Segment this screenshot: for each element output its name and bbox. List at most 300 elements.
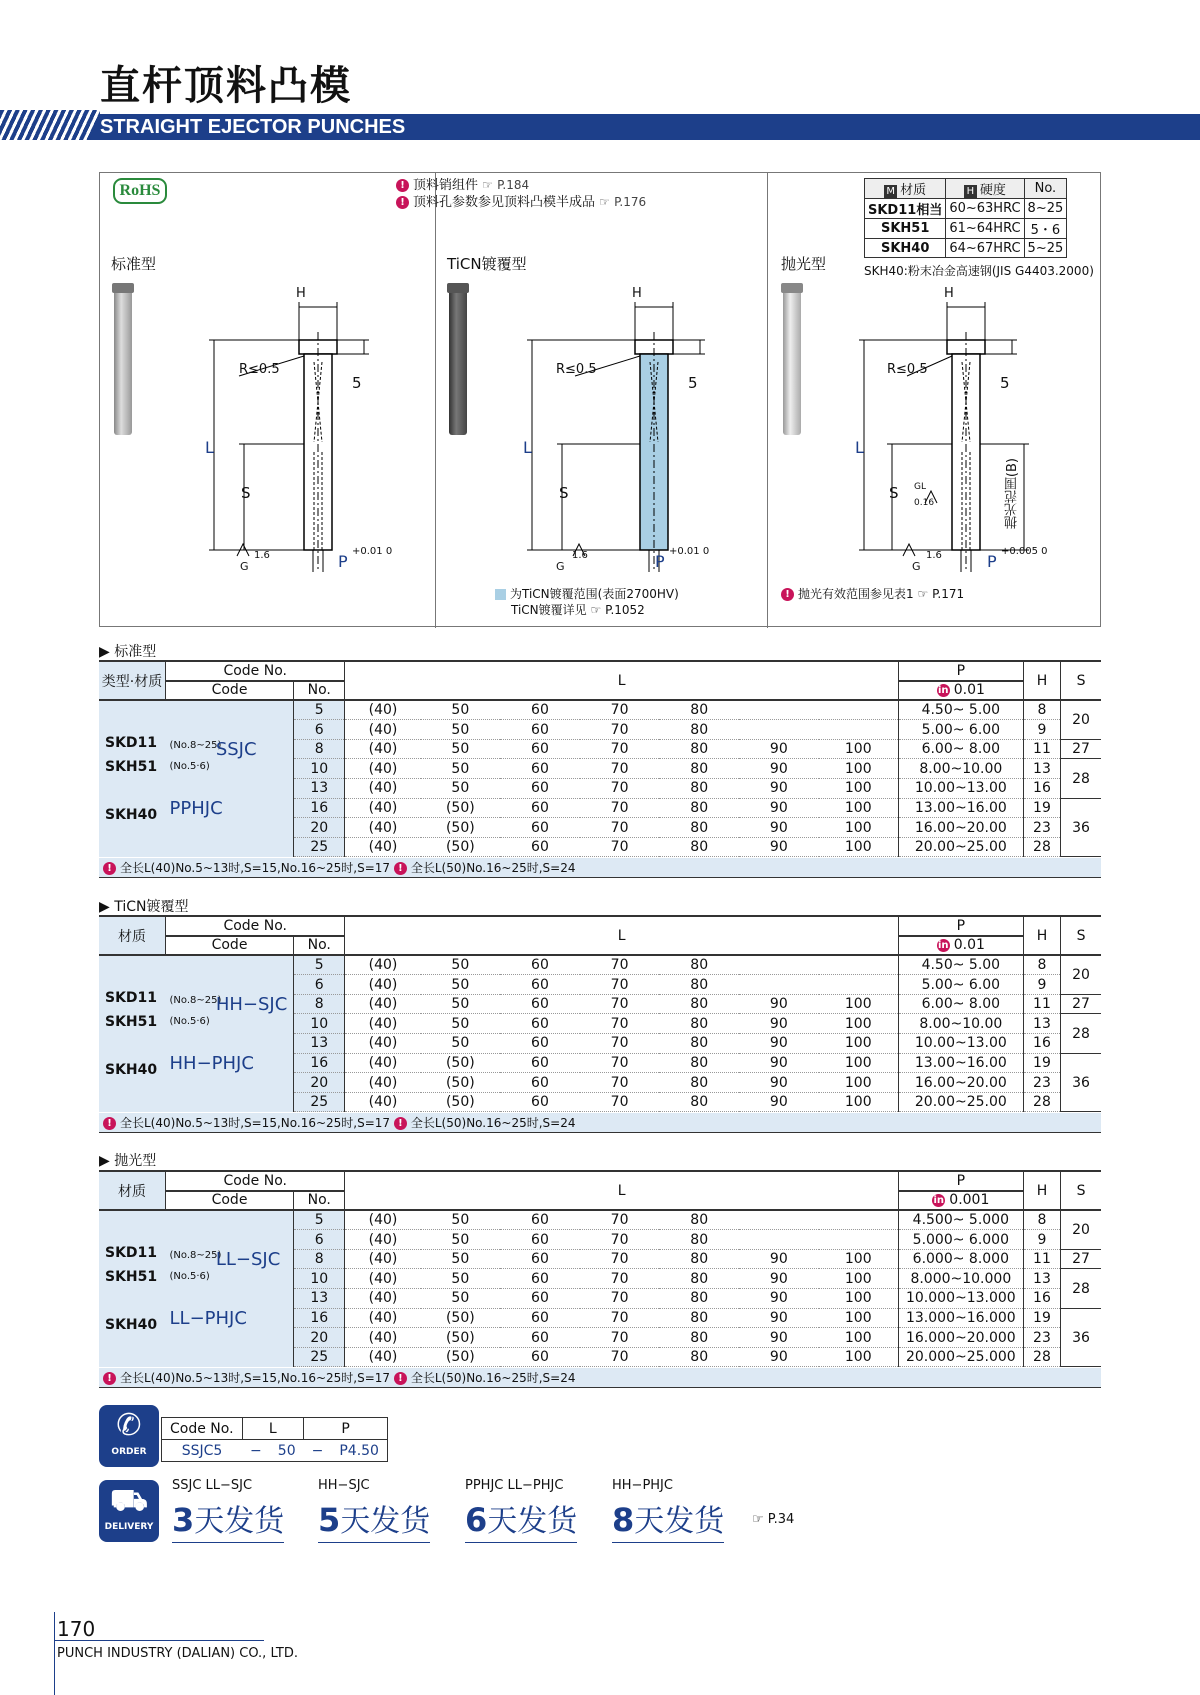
l-cell: 50 <box>421 1269 501 1289</box>
l-cell: 80 <box>659 1230 739 1250</box>
l-cell: 80 <box>659 1034 739 1054</box>
order-code-value: SSJC5 <box>162 1440 243 1462</box>
dim-p-standard: P <box>338 552 348 571</box>
no-cell: 20 <box>294 818 345 838</box>
l-cell: (40) <box>345 1328 421 1348</box>
code-name: HH−SJC <box>215 994 288 1016</box>
l-cell: 90 <box>739 759 819 779</box>
footnote-text: 全长L(40)No.5~13时,S=15,No.16~25时,S=17 <box>120 1116 391 1130</box>
code-note-text: (No.8~25) <box>169 1250 222 1262</box>
material-cell: SKH40 <box>865 239 946 258</box>
phone-icon: ✆ <box>116 1408 142 1443</box>
col-code-header: Code <box>166 1191 294 1211</box>
h-cell: 8 <box>1023 955 1060 975</box>
ticn-swatch <box>495 589 506 600</box>
dim-p-polished: P <box>987 552 997 571</box>
l-cell: 80 <box>659 1269 739 1289</box>
polish-note <box>781 586 964 603</box>
l-cell: 90 <box>739 1308 819 1328</box>
no-cell: 10 <box>294 1014 345 1034</box>
code-note <box>170 760 210 774</box>
h-cell: 8 <box>1023 700 1060 720</box>
dim-r-polished: R≤0.5 <box>887 362 928 377</box>
material-cell <box>99 700 166 857</box>
section-title <box>99 1150 156 1170</box>
l-cell: 70 <box>580 994 660 1014</box>
section-title <box>99 641 156 661</box>
l-cell: 50 <box>421 720 501 740</box>
dim-h-standard: H <box>296 286 306 301</box>
section-title-text: 标准型 <box>114 644 157 660</box>
col-codeno-header: Code No. <box>166 661 345 681</box>
tol-value: 0.01 <box>953 937 985 954</box>
no-cell: 5 <box>294 1210 345 1230</box>
l-cell: 60 <box>500 837 580 857</box>
material-footnote: SKH40:粉末冶金高速钢(JIS G4403.2000) <box>864 264 1094 278</box>
l-cell: 100 <box>819 837 899 857</box>
l-cell <box>739 975 819 995</box>
l-cell: 60 <box>500 720 580 740</box>
col-p-tol <box>898 1191 1023 1211</box>
polish-range-label: 抛光范围(B) <box>1005 458 1020 530</box>
l-cell: (40) <box>345 994 421 1014</box>
l-cell: (40) <box>345 700 421 720</box>
h-cell: 13 <box>1023 759 1060 779</box>
code-cell <box>166 955 294 1112</box>
h-cell: 28 <box>1023 837 1060 857</box>
l-cell: (40) <box>345 720 421 740</box>
l-cell <box>819 975 899 995</box>
delivery-num: 5 <box>318 1501 341 1539</box>
l-cell: 90 <box>739 1347 819 1367</box>
l-cell: 60 <box>500 798 580 818</box>
l-cell <box>739 1210 819 1230</box>
pointer-icon: ☞ <box>917 587 929 601</box>
delivery-text: 天发货 <box>194 1504 285 1539</box>
material: SKD11 <box>105 990 158 1007</box>
h-cell: 16 <box>1023 1034 1060 1054</box>
l-cell: 50 <box>421 955 501 975</box>
col-no-header: No. <box>294 681 345 701</box>
material: SKH51 <box>105 1014 158 1031</box>
dimension-drawings <box>99 172 1101 627</box>
delivery-days-3 <box>465 1496 577 1543</box>
l-cell: 90 <box>739 1269 819 1289</box>
footnote-text: 全长L(40)No.5~13时,S=15,No.16~25时,S=17 <box>120 1371 391 1385</box>
material-cell <box>99 1210 166 1367</box>
l-cell: 80 <box>659 1092 739 1112</box>
dim-g-polished: G <box>912 560 921 573</box>
l-cell: 100 <box>819 1347 899 1367</box>
dim-h-polished: H <box>944 286 954 301</box>
l-cell: 80 <box>659 779 739 799</box>
l-cell: 50 <box>421 975 501 995</box>
dim-p-ticn: P <box>655 552 665 571</box>
delivery-text: 天发货 <box>340 1504 431 1539</box>
l-cell: 90 <box>739 1034 819 1054</box>
l-cell <box>819 700 899 720</box>
h-cell: 16 <box>1023 1289 1060 1309</box>
l-cell: 80 <box>659 1289 739 1309</box>
l-cell: (50) <box>421 1308 501 1328</box>
code-cell <box>166 1210 294 1367</box>
l-cell: 90 <box>739 837 819 857</box>
l-cell: (50) <box>421 1053 501 1073</box>
l-cell: 80 <box>659 1210 739 1230</box>
p-range-cell: 10.00~13.00 <box>898 1034 1023 1054</box>
hardness-cell: 64~67HRC <box>946 239 1024 258</box>
warning-icon: ! <box>394 1372 407 1385</box>
no-cell: 13 <box>294 779 345 799</box>
l-cell: 60 <box>500 1210 580 1230</box>
col-type-header: 类型·材质 <box>99 661 166 700</box>
l-cell: 70 <box>580 1230 660 1250</box>
l-cell: 80 <box>659 1347 739 1367</box>
l-cell: 50 <box>421 1014 501 1034</box>
l-cell: 50 <box>421 700 501 720</box>
p-range-cell: 8.00~10.00 <box>898 1014 1023 1034</box>
s-cell: 27 <box>1061 994 1101 1014</box>
l-cell: 60 <box>500 1328 580 1348</box>
in-icon: in <box>933 1194 945 1206</box>
l-cell: 80 <box>659 1328 739 1348</box>
type-label-standard: 标准型 <box>111 255 157 273</box>
no-cell: 5 <box>294 700 345 720</box>
delivery-days-2 <box>318 1496 430 1543</box>
s-cell: 20 <box>1061 955 1101 994</box>
l-cell: 80 <box>659 1053 739 1073</box>
table-row <box>99 700 1101 720</box>
l-cell: 50 <box>421 1034 501 1054</box>
p-range-cell: 13.00~16.00 <box>898 1053 1023 1073</box>
table-footnote <box>99 1113 1101 1133</box>
delivery-num: 8 <box>612 1501 635 1539</box>
l-cell: 90 <box>739 1014 819 1034</box>
pointer-icon: ☞ <box>752 1512 764 1527</box>
roughness-polished: 1.6 <box>926 550 942 561</box>
pointer-icon: ☞ <box>599 195 610 209</box>
ticn-ref[interactable]: P.1052 <box>605 603 645 617</box>
l-cell: 60 <box>500 1289 580 1309</box>
l-cell: (40) <box>345 1269 421 1289</box>
l-cell: (40) <box>345 1014 421 1034</box>
l-cell: (40) <box>345 798 421 818</box>
warning-icon: ! <box>396 196 409 209</box>
l-cell: 70 <box>580 1034 660 1054</box>
h-cell: 23 <box>1023 1073 1060 1093</box>
l-cell: (40) <box>345 739 421 759</box>
p-range-cell: 5.00~ 6.00 <box>898 720 1023 740</box>
order-p-value: P4.50 <box>331 1440 387 1462</box>
hardness-header-label: 硬度 <box>979 183 1006 198</box>
page-number: 170 <box>57 1617 96 1641</box>
l-cell: 70 <box>580 1269 660 1289</box>
h-cell: 16 <box>1023 779 1060 799</box>
roughness-standard: 1.6 <box>254 550 270 561</box>
delivery-ref[interactable] <box>752 1512 794 1527</box>
col-p-header: P <box>898 1171 1023 1191</box>
polish-ref[interactable]: P.171 <box>932 587 965 601</box>
dim-l-ticn: L <box>523 438 532 457</box>
section-title <box>99 896 189 916</box>
l-cell: 70 <box>580 1014 660 1034</box>
l-cell: 50 <box>421 994 501 1014</box>
rohs-badge: RoHS <box>113 178 167 204</box>
code-note-text: (No.8~25) <box>169 740 222 752</box>
l-cell: 60 <box>500 1073 580 1093</box>
l-cell: (40) <box>345 837 421 857</box>
l-cell: 80 <box>659 955 739 975</box>
delivery-ref-text: P.34 <box>767 1512 795 1527</box>
no-cell: 10 <box>294 759 345 779</box>
pointer-icon: ☞ <box>590 603 602 617</box>
no-cell: 25 <box>294 1347 345 1367</box>
no-cell: 8 <box>294 1249 345 1269</box>
col-code-header: Code <box>166 936 294 956</box>
s-cell: 20 <box>1061 700 1101 739</box>
h-cell: 13 <box>1023 1269 1060 1289</box>
material-cell: SKD11相当 <box>865 199 946 219</box>
l-cell: (40) <box>345 818 421 838</box>
l-cell: (40) <box>345 1034 421 1054</box>
s-cell: 27 <box>1061 739 1101 759</box>
col-type-header: 材质 <box>99 1171 166 1210</box>
p-range-cell: 16.000~20.000 <box>898 1328 1023 1348</box>
note-text: 顶料销组件 <box>413 178 479 193</box>
l-cell: 100 <box>819 1328 899 1348</box>
s-cell: 36 <box>1061 1053 1101 1112</box>
col-l-header: L <box>345 916 898 955</box>
no-cell: 13 <box>294 1289 345 1309</box>
delivery-days-4 <box>612 1496 724 1543</box>
note-text: 顶料孔参数参见顶料凸模半成品 <box>413 195 596 210</box>
no-cell: 16 <box>294 1308 345 1328</box>
l-cell: 80 <box>659 1014 739 1034</box>
l-cell: (40) <box>345 975 421 995</box>
l-cell: 90 <box>739 1249 819 1269</box>
footer-vline <box>54 1612 55 1695</box>
order-sep: − <box>304 1440 332 1462</box>
l-cell: 80 <box>659 837 739 857</box>
l-cell: 60 <box>500 955 580 975</box>
roughness-fine: 0.16 <box>914 498 935 508</box>
no-header: No. <box>1024 179 1067 199</box>
l-cell: 100 <box>819 1289 899 1309</box>
order-header-l: L <box>242 1418 304 1440</box>
triangle-icon: ▶ <box>99 644 110 660</box>
order-header-row <box>162 1418 388 1440</box>
l-cell: 100 <box>819 1073 899 1093</box>
l-cell: 100 <box>819 1249 899 1269</box>
l-cell: 90 <box>739 1289 819 1309</box>
ticn-note <box>495 586 679 603</box>
note-ref[interactable]: P.184 <box>497 178 530 192</box>
l-cell: 60 <box>500 994 580 1014</box>
l-cell: 80 <box>659 1249 739 1269</box>
h-cell: 28 <box>1023 1092 1060 1112</box>
l-cell: 100 <box>819 779 899 799</box>
l-cell <box>819 1210 899 1230</box>
col-s-header: S <box>1061 661 1101 700</box>
l-cell: 70 <box>580 1289 660 1309</box>
col-p-tol <box>898 681 1023 701</box>
p-range-cell: 13.00~16.00 <box>898 798 1023 818</box>
s-cell: 36 <box>1061 798 1101 857</box>
p-range-cell: 16.00~20.00 <box>898 818 1023 838</box>
col-h-header: H <box>1023 1171 1060 1210</box>
l-cell: 90 <box>739 1328 819 1348</box>
l-cell: (40) <box>345 1289 421 1309</box>
p-range-cell: 10.000~13.000 <box>898 1289 1023 1309</box>
l-cell: 70 <box>580 779 660 799</box>
in-icon: in <box>937 684 949 696</box>
dim-g-standard: G <box>240 560 249 573</box>
delivery-num: 6 <box>465 1501 488 1539</box>
h-cell: 11 <box>1023 739 1060 759</box>
h-cell: 13 <box>1023 1014 1060 1034</box>
l-cell: 50 <box>421 1210 501 1230</box>
l-cell: 60 <box>500 1308 580 1328</box>
dim-g-ticn: G <box>556 560 565 573</box>
code-name: LL−PHJC <box>169 1308 247 1330</box>
l-cell: 70 <box>580 759 660 779</box>
col-codeno-header: Code No. <box>166 1171 345 1191</box>
l-cell: 50 <box>421 1230 501 1250</box>
l-cell: 90 <box>739 739 819 759</box>
l-cell: 70 <box>580 1073 660 1093</box>
s-cell: 28 <box>1061 1014 1101 1053</box>
spec-table <box>99 1170 1101 1367</box>
material: SKH40 <box>105 807 158 824</box>
p-range-cell: 20.00~25.00 <box>898 1092 1023 1112</box>
delivery-codes-1: SSJC LL−SJC <box>172 1478 253 1493</box>
dim-s-polished: S <box>889 484 899 502</box>
order-l-value: 50 <box>270 1440 304 1462</box>
l-cell: (40) <box>345 779 421 799</box>
banner-stripes <box>0 110 100 140</box>
table-header-row <box>99 1171 1101 1191</box>
type-label-polished: 抛光型 <box>781 255 827 273</box>
l-cell: 60 <box>500 1230 580 1250</box>
l-cell: 60 <box>500 1269 580 1289</box>
table-header-row <box>99 661 1101 681</box>
h-cell: 23 <box>1023 1328 1060 1348</box>
section-title-text: TiCN镀覆型 <box>114 899 189 915</box>
warning-icon: ! <box>781 588 794 601</box>
l-cell: 80 <box>659 818 739 838</box>
spec-table <box>99 660 1101 857</box>
p-range-cell: 16.00~20.00 <box>898 1073 1023 1093</box>
l-cell: 80 <box>659 1308 739 1328</box>
no-cell: 5~25 <box>1024 239 1067 258</box>
delivery-icon-label: DELIVERY <box>104 1522 154 1532</box>
p-range-cell: 4.50~ 5.00 <box>898 955 1023 975</box>
no-cell: 6 <box>294 720 345 740</box>
table-row <box>99 955 1101 975</box>
l-cell: 60 <box>500 1034 580 1054</box>
order-example-table <box>161 1417 388 1462</box>
l-cell: (40) <box>345 955 421 975</box>
no-cell: 5・6 <box>1024 219 1067 239</box>
l-cell <box>739 955 819 975</box>
table-row <box>99 1210 1101 1230</box>
h-cell: 19 <box>1023 1053 1060 1073</box>
l-cell: 70 <box>580 700 660 720</box>
l-cell: 60 <box>500 759 580 779</box>
ticn-note-text: 为TiCN镀覆范围(表面2700HV) <box>510 587 679 601</box>
material-cell <box>99 955 166 1112</box>
l-cell: 90 <box>739 994 819 1014</box>
ticn-note-text: TiCN镀覆详见 <box>511 603 587 617</box>
l-cell: 70 <box>580 1328 660 1348</box>
l-cell: (40) <box>345 1347 421 1367</box>
table-header-row <box>99 916 1101 936</box>
no-cell: 16 <box>294 1053 345 1073</box>
l-cell: 80 <box>659 798 739 818</box>
l-cell: (50) <box>421 837 501 857</box>
l-cell: 100 <box>819 1034 899 1054</box>
h-badge-icon: H <box>964 185 977 198</box>
l-cell: 100 <box>819 818 899 838</box>
h-cell: 23 <box>1023 818 1060 838</box>
no-cell: 10 <box>294 1269 345 1289</box>
dim-r-ticn: R≤0.5 <box>556 362 597 377</box>
dim-l-standard: L <box>205 438 214 457</box>
code-name: PPHJC <box>169 798 223 820</box>
l-cell: (40) <box>345 1092 421 1112</box>
m-badge-icon: M <box>884 185 897 198</box>
code-note-text: (No.5·6) <box>169 1271 210 1283</box>
l-cell: 80 <box>659 739 739 759</box>
l-cell: 100 <box>819 739 899 759</box>
order-header-code: Code No. <box>162 1418 243 1440</box>
polish-note-text: 抛光有效范围参见表1 <box>798 587 914 601</box>
l-cell: 80 <box>659 975 739 995</box>
triangle-icon: ▶ <box>99 1153 110 1169</box>
table-footnote <box>99 1368 1101 1388</box>
delivery-codes-4: HH−PHJC <box>612 1478 673 1493</box>
l-cell: (50) <box>421 818 501 838</box>
p-range-cell: 6.00~ 8.00 <box>898 739 1023 759</box>
l-cell: 80 <box>659 759 739 779</box>
order-sep: − <box>242 1440 270 1462</box>
l-cell: 60 <box>500 739 580 759</box>
section-title-text: 抛光型 <box>114 1153 157 1169</box>
spec-table <box>99 915 1101 1112</box>
l-cell: 70 <box>580 1210 660 1230</box>
no-cell: 13 <box>294 1034 345 1054</box>
material: SKH40 <box>105 1062 158 1079</box>
delivery-num: 3 <box>172 1501 195 1539</box>
l-cell: 100 <box>819 1092 899 1112</box>
delivery-text: 天发货 <box>487 1504 578 1539</box>
l-cell: (40) <box>345 1230 421 1250</box>
l-cell: 50 <box>421 779 501 799</box>
l-cell: 80 <box>659 1073 739 1093</box>
h-cell: 19 <box>1023 798 1060 818</box>
l-cell: 60 <box>500 1347 580 1367</box>
l-cell: 70 <box>580 955 660 975</box>
note-ref[interactable]: P.176 <box>614 195 647 209</box>
warning-icon: ! <box>103 1372 116 1385</box>
material: SKH51 <box>105 759 158 776</box>
l-cell: 70 <box>580 818 660 838</box>
material-cell: SKH51 <box>865 219 946 239</box>
l-cell: 60 <box>500 1092 580 1112</box>
col-s-header: S <box>1061 1171 1101 1210</box>
dim-l-polished: L <box>855 438 864 457</box>
h-cell: 11 <box>1023 1249 1060 1269</box>
